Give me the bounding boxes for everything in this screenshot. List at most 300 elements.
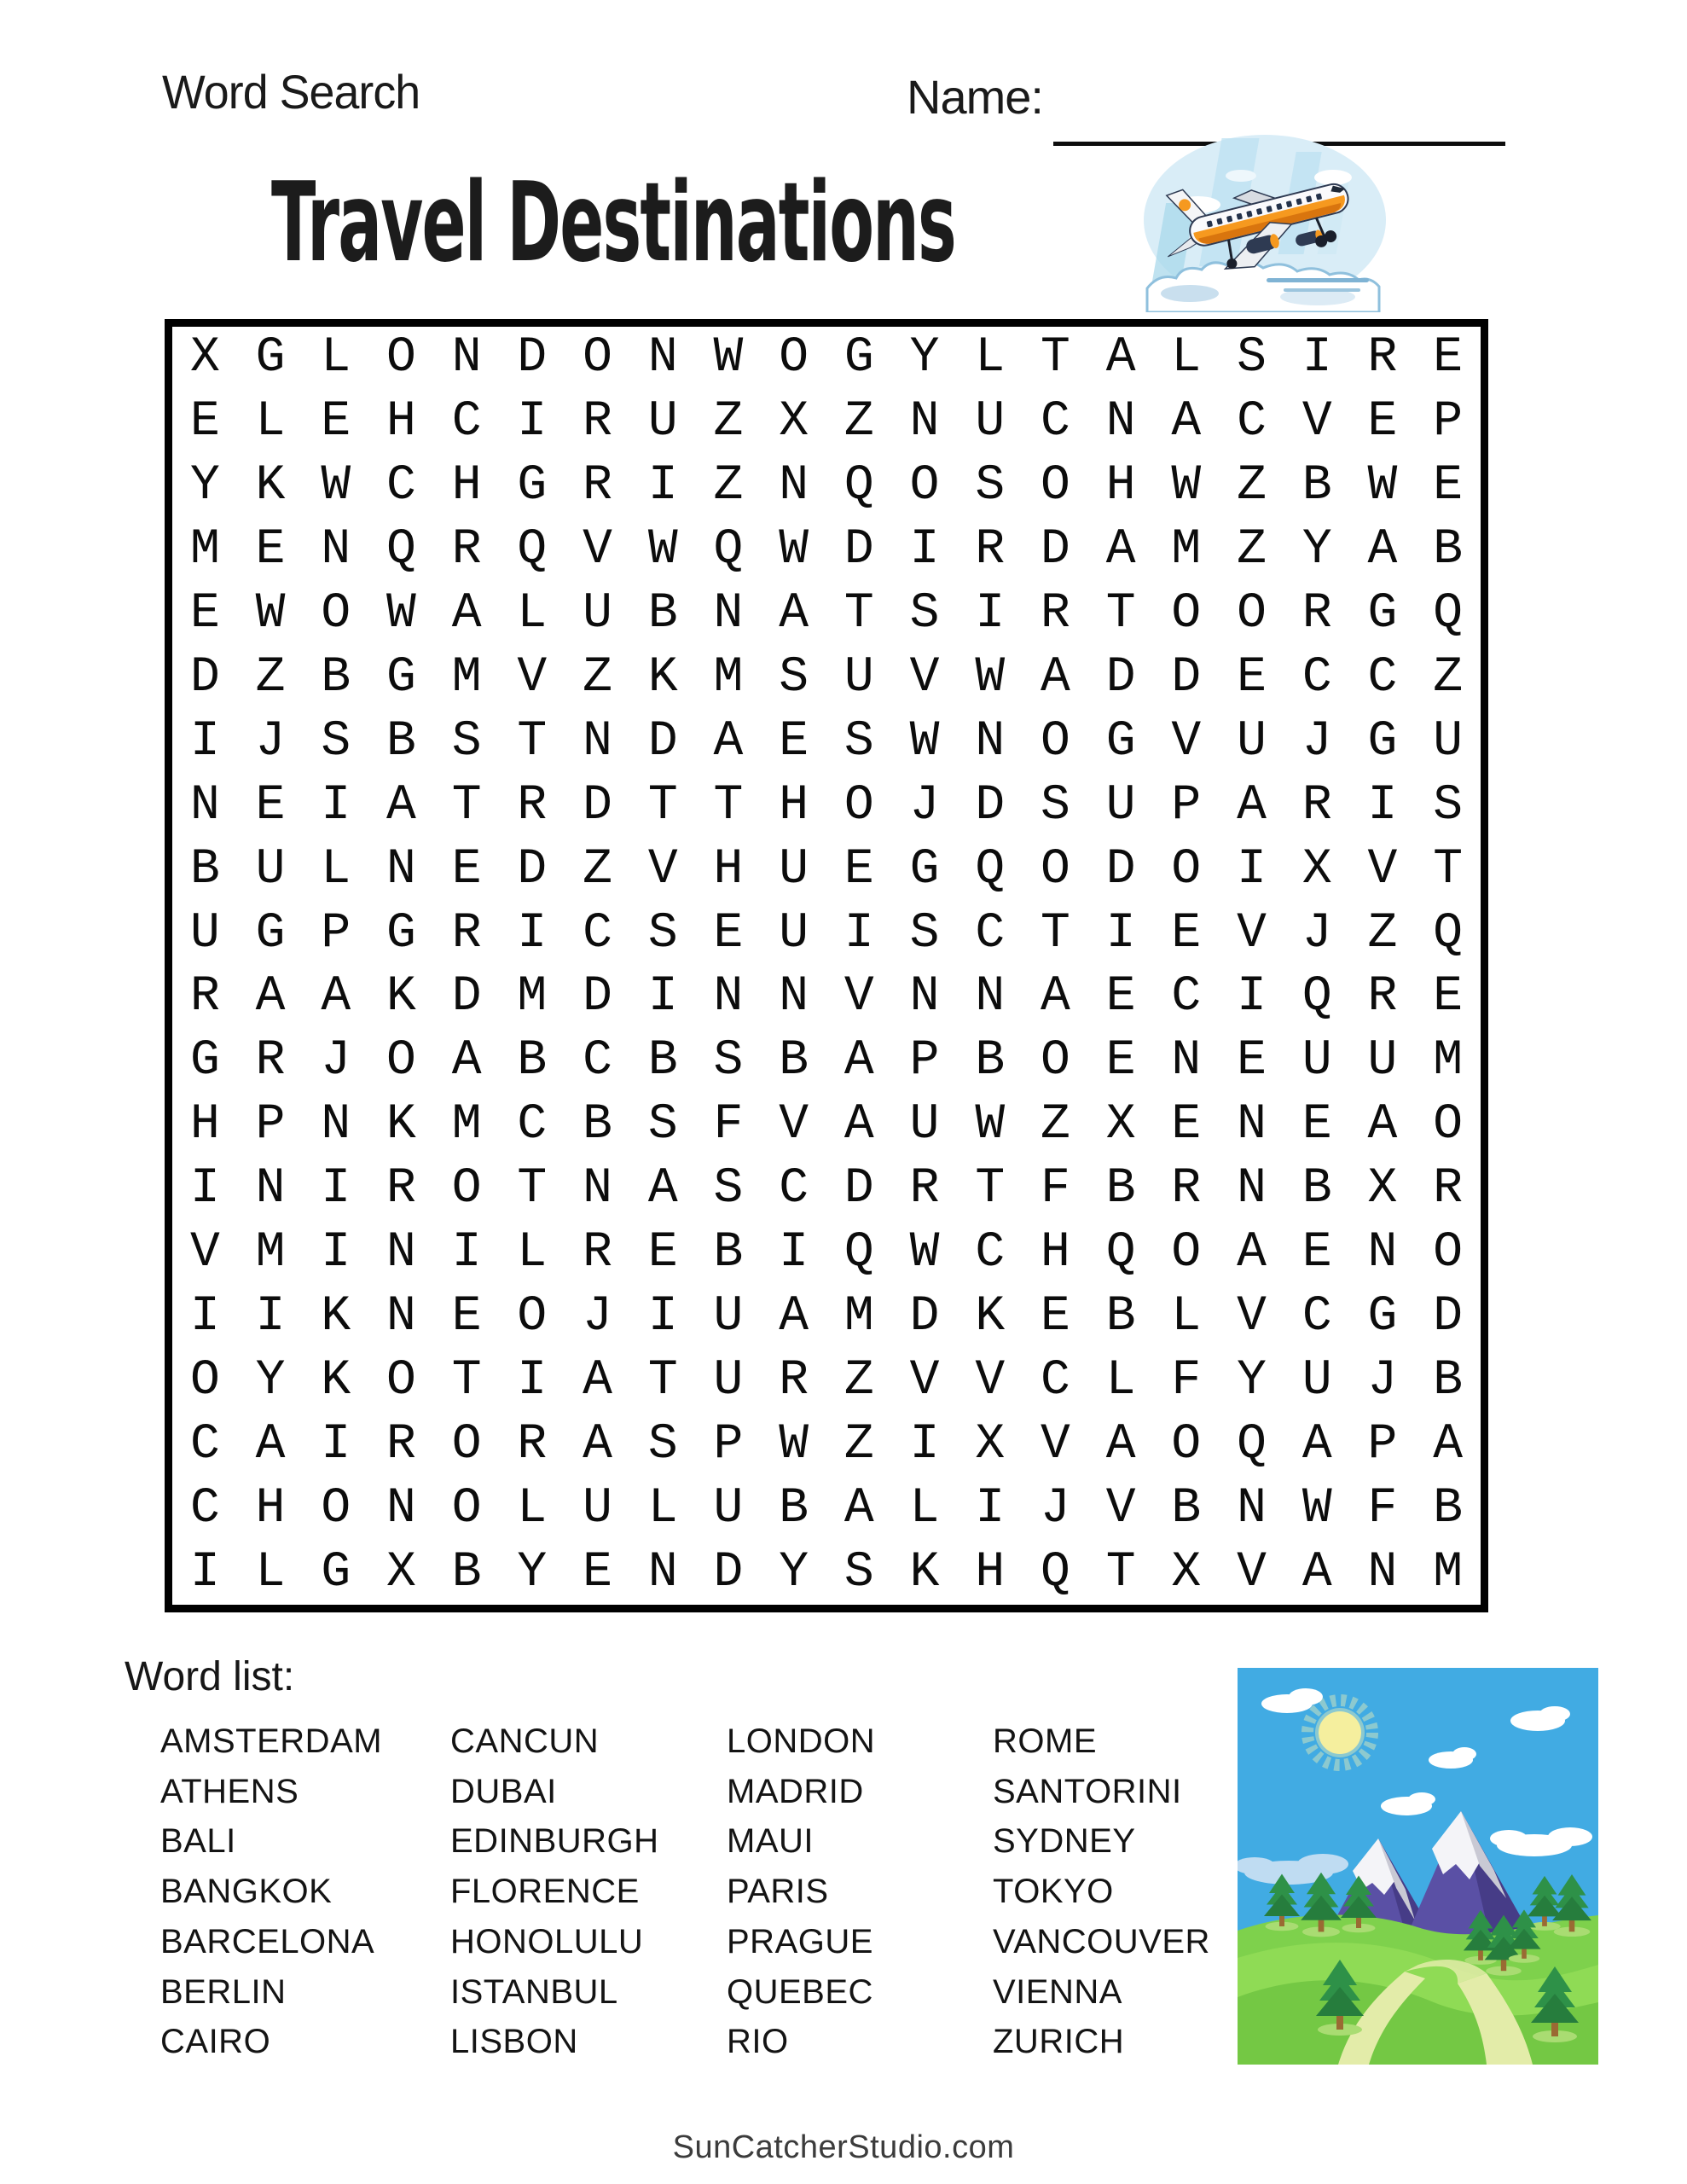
grid-cell: I xyxy=(975,1480,1006,1536)
grid-cell: U xyxy=(1301,1352,1332,1409)
grid-cell: E xyxy=(1433,458,1464,514)
grid-cell: A xyxy=(1301,1544,1332,1600)
grid-cell: R xyxy=(1367,969,1398,1025)
word-list-item: BALI xyxy=(160,1822,236,1861)
grid-cell: B xyxy=(1105,1161,1136,1217)
grid-cell: Q xyxy=(517,522,548,578)
grid-cell: B xyxy=(189,841,220,897)
grid-cell: T xyxy=(647,777,678,834)
grid-cell: B xyxy=(1301,458,1332,514)
grid-cell: Y xyxy=(909,330,940,386)
grid-cell: A xyxy=(1105,1416,1136,1472)
word-list-label: Word list: xyxy=(125,1654,295,1699)
grid-cell: R xyxy=(1041,586,1070,642)
grid-cell: U xyxy=(844,649,874,706)
grid-cell: J xyxy=(583,1288,612,1345)
grid-cell: N xyxy=(1105,394,1136,450)
grid-cell: W xyxy=(255,586,286,642)
grid-cell: Q xyxy=(1237,1416,1267,1472)
grid-cell: V xyxy=(1171,713,1202,770)
grid-cell: Z xyxy=(583,649,612,706)
grid-cell: U xyxy=(189,905,220,961)
grid-cell: A xyxy=(583,1416,612,1472)
grid-cell: L xyxy=(1171,330,1202,386)
grid-cell: C xyxy=(1237,394,1267,450)
grid-cell: N xyxy=(255,1161,286,1217)
grid-cell: N xyxy=(386,1225,416,1281)
grid-cell: N xyxy=(1237,1480,1267,1536)
grid-cell: I xyxy=(321,1225,351,1281)
grid-cell: C xyxy=(583,1033,612,1089)
grid-cell: T xyxy=(1105,586,1136,642)
grid-cell: A xyxy=(1237,777,1267,834)
grid-cell: O xyxy=(1041,458,1070,514)
grid-cell: I xyxy=(844,905,874,961)
grid-cell: H xyxy=(255,1480,286,1536)
grid-cell: F xyxy=(1367,1480,1398,1536)
grid-cell: R xyxy=(975,522,1006,578)
grid-cell: C xyxy=(779,1161,809,1217)
grid-cell: L xyxy=(975,330,1006,386)
grid-cell: G xyxy=(255,905,286,961)
grid-cell: T xyxy=(451,1352,482,1409)
grid-cell: H xyxy=(189,1097,220,1153)
word-list-item: PARIS xyxy=(727,1873,829,1911)
grid-cell: C xyxy=(189,1416,220,1472)
grid-cell: T xyxy=(517,713,548,770)
grid-cell: N xyxy=(909,969,940,1025)
grid-cell: Q xyxy=(844,1225,874,1281)
grid-cell: Z xyxy=(844,1352,874,1409)
grid-cell: A xyxy=(451,1033,482,1089)
grid-cell: N xyxy=(1237,1161,1267,1217)
word-list-item: LISBON xyxy=(450,2023,578,2061)
grid-cell: N xyxy=(189,777,220,834)
grid-cell: N xyxy=(975,713,1006,770)
grid-cell: L xyxy=(517,1480,548,1536)
grid-cell: E xyxy=(451,841,482,897)
grid-cell: B xyxy=(1433,1480,1464,1536)
grid-cell: C xyxy=(386,458,416,514)
grid-cell: H xyxy=(713,841,744,897)
grid-cell: N xyxy=(909,394,940,450)
grid-cell: Z xyxy=(1041,1097,1070,1153)
grid-cell: I xyxy=(189,1544,220,1600)
grid-cell: D xyxy=(583,969,612,1025)
grid-cell: L xyxy=(647,1480,678,1536)
grid-cell: C xyxy=(975,1225,1006,1281)
grid-cell: L xyxy=(321,330,351,386)
grid-cell: R xyxy=(517,777,548,834)
grid-cell: V xyxy=(517,649,548,706)
grid-cell: D xyxy=(1433,1288,1464,1345)
grid-cell: J xyxy=(1301,713,1332,770)
grid-cell: A xyxy=(1105,522,1136,578)
grid-cell: S xyxy=(1237,330,1267,386)
grid-cell: K xyxy=(386,969,416,1025)
grid-cell: G xyxy=(386,649,416,706)
grid-cell: M xyxy=(1433,1033,1464,1089)
grid-cell: I xyxy=(451,1225,482,1281)
grid-cell: P xyxy=(713,1416,744,1472)
grid-cell: T xyxy=(1041,330,1070,386)
word-list xyxy=(160,1716,1226,2075)
grid-cell: N xyxy=(647,1544,678,1600)
grid-cell: M xyxy=(1433,1544,1464,1600)
grid-cell: F xyxy=(713,1097,744,1153)
grid-cell: S xyxy=(975,458,1006,514)
grid-cell: O xyxy=(451,1480,482,1536)
grid-cell: D xyxy=(1105,841,1136,897)
word-list-column xyxy=(450,1716,659,2067)
word-list-item: AMSTERDAM xyxy=(160,1722,383,1760)
grid-cell: Y xyxy=(779,1544,809,1600)
grid-cell: T xyxy=(1433,841,1464,897)
word-list-item: TOKYO xyxy=(993,1873,1114,1911)
grid-cell: K xyxy=(321,1288,351,1345)
grid-cell: O xyxy=(583,330,612,386)
grid-cell: Q xyxy=(1041,1544,1070,1600)
grid-cell: R xyxy=(451,905,482,961)
grid-cell: Y xyxy=(1301,522,1332,578)
grid-cell: V xyxy=(1301,394,1332,450)
grid-cell: W xyxy=(975,649,1006,706)
grid-cell: W xyxy=(647,522,678,578)
grid-cell: U xyxy=(1367,1033,1398,1089)
grid-cell: C xyxy=(1301,649,1332,706)
grid-cell: L xyxy=(517,1225,548,1281)
grid-cell: U xyxy=(1105,777,1136,834)
grid-cell: A xyxy=(321,969,351,1025)
word-list-item: LONDON xyxy=(727,1722,876,1760)
grid-cell: S xyxy=(321,713,351,770)
grid-cell: A xyxy=(255,969,286,1025)
grid-cell: Y xyxy=(255,1352,286,1409)
grid-cell: W xyxy=(909,713,940,770)
word-list-item: BANGKOK xyxy=(160,1873,333,1911)
grid-cell: C xyxy=(1171,969,1202,1025)
grid-cell: X xyxy=(189,330,220,386)
grid-cell: Z xyxy=(1367,905,1398,961)
grid-cell: Q xyxy=(1301,969,1332,1025)
grid-cell: O xyxy=(189,1352,220,1409)
grid-cell: A xyxy=(1301,1416,1332,1472)
word-list-column xyxy=(993,1716,1210,2067)
grid-cell: B xyxy=(1171,1480,1202,1536)
grid-cell: I xyxy=(321,1161,351,1217)
grid-cell: H xyxy=(975,1544,1006,1600)
grid-cell: O xyxy=(517,1288,548,1345)
word-list-item: ISTANBUL xyxy=(450,1972,618,2011)
grid-cell: N xyxy=(1367,1544,1398,1600)
grid-cell: U xyxy=(583,586,612,642)
grid-cell: U xyxy=(583,1480,612,1536)
grid-cell: A xyxy=(255,1416,286,1472)
grid-cell: N xyxy=(1237,1097,1267,1153)
grid-cell: U xyxy=(713,1480,744,1536)
grid-cell: U xyxy=(779,905,809,961)
grid-cell: O xyxy=(321,586,351,642)
grid-cell: N xyxy=(975,969,1006,1025)
grid-cell: O xyxy=(386,330,416,386)
word-list-item: VANCOUVER xyxy=(993,1922,1210,1960)
grid-cell: L xyxy=(517,586,548,642)
grid-cell: N xyxy=(583,713,612,770)
grid-cell: O xyxy=(1041,713,1070,770)
word-list-item: ROME xyxy=(993,1722,1097,1760)
grid-cell: Q xyxy=(713,522,744,578)
grid-cell: Z xyxy=(1237,522,1267,578)
grid-cell: Z xyxy=(1433,649,1464,706)
grid-cell: M xyxy=(189,522,220,578)
grid-cell: R xyxy=(583,1225,612,1281)
grid-cell: B xyxy=(321,649,351,706)
grid-cell: G xyxy=(517,458,548,514)
grid-cell: E xyxy=(321,394,351,450)
grid-cell: J xyxy=(909,777,940,834)
grid-cell: M xyxy=(713,649,744,706)
grid-cell: I xyxy=(975,586,1006,642)
grid-cell: G xyxy=(321,1544,351,1600)
grid-cell: N xyxy=(321,522,351,578)
grid-cell: L xyxy=(1171,1288,1202,1345)
grid-cell: S xyxy=(844,1544,874,1600)
grid-cell: F xyxy=(1171,1352,1202,1409)
word-list-item: FLORENCE xyxy=(450,1873,640,1911)
grid-cell: D xyxy=(909,1288,940,1345)
word-list-item: BARCELONA xyxy=(160,1922,375,1960)
grid-cell: D xyxy=(844,1161,874,1217)
grid-cell: J xyxy=(1301,905,1332,961)
grid-cell: R xyxy=(386,1161,416,1217)
grid-cell: N xyxy=(779,969,809,1025)
grid-cell: F xyxy=(1041,1161,1070,1217)
grid-cell: T xyxy=(1105,1544,1136,1600)
grid-cell: N xyxy=(779,458,809,514)
grid-cell: V xyxy=(975,1352,1006,1409)
grid-cell: S xyxy=(713,1161,744,1217)
grid-cell: O xyxy=(1433,1225,1464,1281)
grid-cell: N xyxy=(451,330,482,386)
grid-cell: D xyxy=(844,522,874,578)
grid-cell: N xyxy=(386,1480,416,1536)
grid-cell: A xyxy=(647,1161,678,1217)
grid-cell: W xyxy=(1171,458,1202,514)
grid-cell: I xyxy=(189,713,220,770)
grid-cell: E xyxy=(1433,969,1464,1025)
grid-cell: S xyxy=(1041,777,1070,834)
grid-cell: M xyxy=(451,649,482,706)
grid-cell: V xyxy=(583,522,612,578)
grid-cell: E xyxy=(189,586,220,642)
word-list-item: DUBAI xyxy=(450,1772,557,1810)
grid-cell: T xyxy=(1041,905,1070,961)
grid-cell: R xyxy=(451,522,482,578)
grid-cell: B xyxy=(647,586,678,642)
grid-cell: E xyxy=(255,522,286,578)
grid-cell: E xyxy=(1041,1288,1070,1345)
grid-cell: I xyxy=(189,1161,220,1217)
grid-cell: I xyxy=(255,1288,286,1345)
grid-cell: U xyxy=(255,841,286,897)
grid-cell: R xyxy=(189,969,220,1025)
grid-cell: L xyxy=(909,1480,940,1536)
word-list-item: SANTORINI xyxy=(993,1772,1182,1810)
grid-cell: E xyxy=(1171,1097,1202,1153)
grid-cell: Z xyxy=(1237,458,1267,514)
grid-cell: I xyxy=(517,905,548,961)
grid-cell: I xyxy=(647,1288,678,1345)
grid-cell: E xyxy=(647,1225,678,1281)
word-list-item: CAIRO xyxy=(160,2023,271,2061)
word-list-item: PRAGUE xyxy=(727,1922,873,1960)
grid-cell: T xyxy=(844,586,874,642)
grid-cell: C xyxy=(1301,1288,1332,1345)
grid-cell: C xyxy=(1041,394,1070,450)
word-list-item: SYDNEY xyxy=(993,1822,1136,1861)
grid-cell: O xyxy=(1237,586,1267,642)
grid-cell: S xyxy=(647,1416,678,1472)
grid-cell: I xyxy=(189,1288,220,1345)
grid-cell: I xyxy=(647,969,678,1025)
grid-cell: A xyxy=(1367,1097,1398,1153)
grid-cell: R xyxy=(255,1033,286,1089)
grid-cell: V xyxy=(1237,1288,1267,1345)
word-list-column xyxy=(727,1716,875,2067)
grid-cell: N xyxy=(713,969,744,1025)
grid-cell: B xyxy=(451,1544,482,1600)
grid-cell: L xyxy=(1105,1352,1136,1409)
grid-cell: S xyxy=(909,586,940,642)
grid-cell: U xyxy=(1301,1033,1332,1089)
grid-cell: O xyxy=(1433,1097,1464,1153)
grid-cell: V xyxy=(1237,1544,1267,1600)
grid-cell: E xyxy=(255,777,286,834)
grid-cell: P xyxy=(1433,394,1464,450)
grid-cell: E xyxy=(779,713,809,770)
word-list-column xyxy=(160,1716,382,2067)
grid-cell: A xyxy=(844,1097,874,1153)
grid-cell: K xyxy=(909,1544,940,1600)
grid-cell: A xyxy=(779,586,809,642)
word-list-item: CANCUN xyxy=(450,1722,600,1760)
grid-cell: S xyxy=(1433,777,1464,834)
grid-cell: V xyxy=(909,649,940,706)
grid-cell: I xyxy=(1367,777,1398,834)
grid-cell: E xyxy=(1237,649,1267,706)
grid-cell: E xyxy=(189,394,220,450)
grid-cell: C xyxy=(1367,649,1398,706)
grid-cell: W xyxy=(975,1097,1006,1153)
grid-cell: C xyxy=(583,905,612,961)
grid-cell: D xyxy=(189,649,220,706)
grid-cell: C xyxy=(189,1480,220,1536)
grid-cell: K xyxy=(647,649,678,706)
word-list-item: QUEBEC xyxy=(727,1972,873,2011)
grid-cell: B xyxy=(386,713,416,770)
grid-cell: L xyxy=(255,1544,286,1600)
grid-cell: P xyxy=(1171,777,1202,834)
word-list-item: MADRID xyxy=(727,1772,864,1810)
grid-cell: N xyxy=(713,586,744,642)
grid-cell: L xyxy=(321,841,351,897)
grid-cell: H xyxy=(779,777,809,834)
grid-cell: M xyxy=(844,1288,874,1345)
grid-cell: G xyxy=(1105,713,1136,770)
grid-cell: B xyxy=(1301,1161,1332,1217)
grid-cell: X xyxy=(1105,1097,1136,1153)
grid-cell: B xyxy=(713,1225,744,1281)
grid-cell: N xyxy=(1367,1225,1398,1281)
page-title: Travel Destinations xyxy=(271,160,955,287)
grid-cell: R xyxy=(517,1416,548,1472)
grid-cell: D xyxy=(1171,649,1202,706)
grid-cell: C xyxy=(451,394,482,450)
grid-cell: I xyxy=(1237,841,1267,897)
grid-cell: O xyxy=(1171,1416,1202,1472)
grid-cell: E xyxy=(1301,1097,1332,1153)
grid-cell: N xyxy=(321,1097,351,1153)
grid-cell: E xyxy=(1433,330,1464,386)
grid-cell: G xyxy=(844,330,874,386)
grid-cell: V xyxy=(1237,905,1267,961)
grid-cell: S xyxy=(451,713,482,770)
grid-cell: D xyxy=(517,841,548,897)
grid-cell: D xyxy=(647,713,678,770)
grid-cell: S xyxy=(647,905,678,961)
airplane-illustration xyxy=(1139,126,1390,312)
grid-cell: G xyxy=(255,330,286,386)
grid-cell: S xyxy=(713,1033,744,1089)
grid-cell: R xyxy=(1301,777,1332,834)
grid-cell: H xyxy=(386,394,416,450)
grid-cell: X xyxy=(779,394,809,450)
grid-cell: I xyxy=(909,522,940,578)
grid-cell: R xyxy=(1171,1161,1202,1217)
grid-cell: O xyxy=(1041,841,1070,897)
grid-cell: E xyxy=(1237,1033,1267,1089)
grid-cell: L xyxy=(255,394,286,450)
grid-cell: Q xyxy=(1105,1225,1136,1281)
grid-cell: P xyxy=(909,1033,940,1089)
grid-cell: W xyxy=(1301,1480,1332,1536)
grid-cell: A xyxy=(844,1033,874,1089)
grid-cell: K xyxy=(255,458,286,514)
grid-cell: A xyxy=(844,1480,874,1536)
grid-cell: S xyxy=(647,1097,678,1153)
grid-cell: O xyxy=(1171,1225,1202,1281)
grid-cell: J xyxy=(321,1033,351,1089)
grid-cell: B xyxy=(583,1097,612,1153)
grid-cell: E xyxy=(1105,1033,1136,1089)
grid-cell: I xyxy=(517,394,548,450)
grid-cell: N xyxy=(647,330,678,386)
grid-cell: V xyxy=(844,969,874,1025)
grid-cell: P xyxy=(1367,1416,1398,1472)
grid-cell: S xyxy=(909,905,940,961)
grid-cell: H xyxy=(451,458,482,514)
name-label: Name: xyxy=(907,70,1043,124)
grid-cell: R xyxy=(1367,330,1398,386)
grid-cell: V xyxy=(1367,841,1398,897)
grid-cell: O xyxy=(451,1416,482,1472)
grid-cell: R xyxy=(1301,586,1332,642)
grid-cell: X xyxy=(1367,1161,1398,1217)
grid-cell: O xyxy=(386,1033,416,1089)
grid-cell: Z xyxy=(583,841,612,897)
grid-cell: M xyxy=(1171,522,1202,578)
grid-cell: X xyxy=(1171,1544,1202,1600)
